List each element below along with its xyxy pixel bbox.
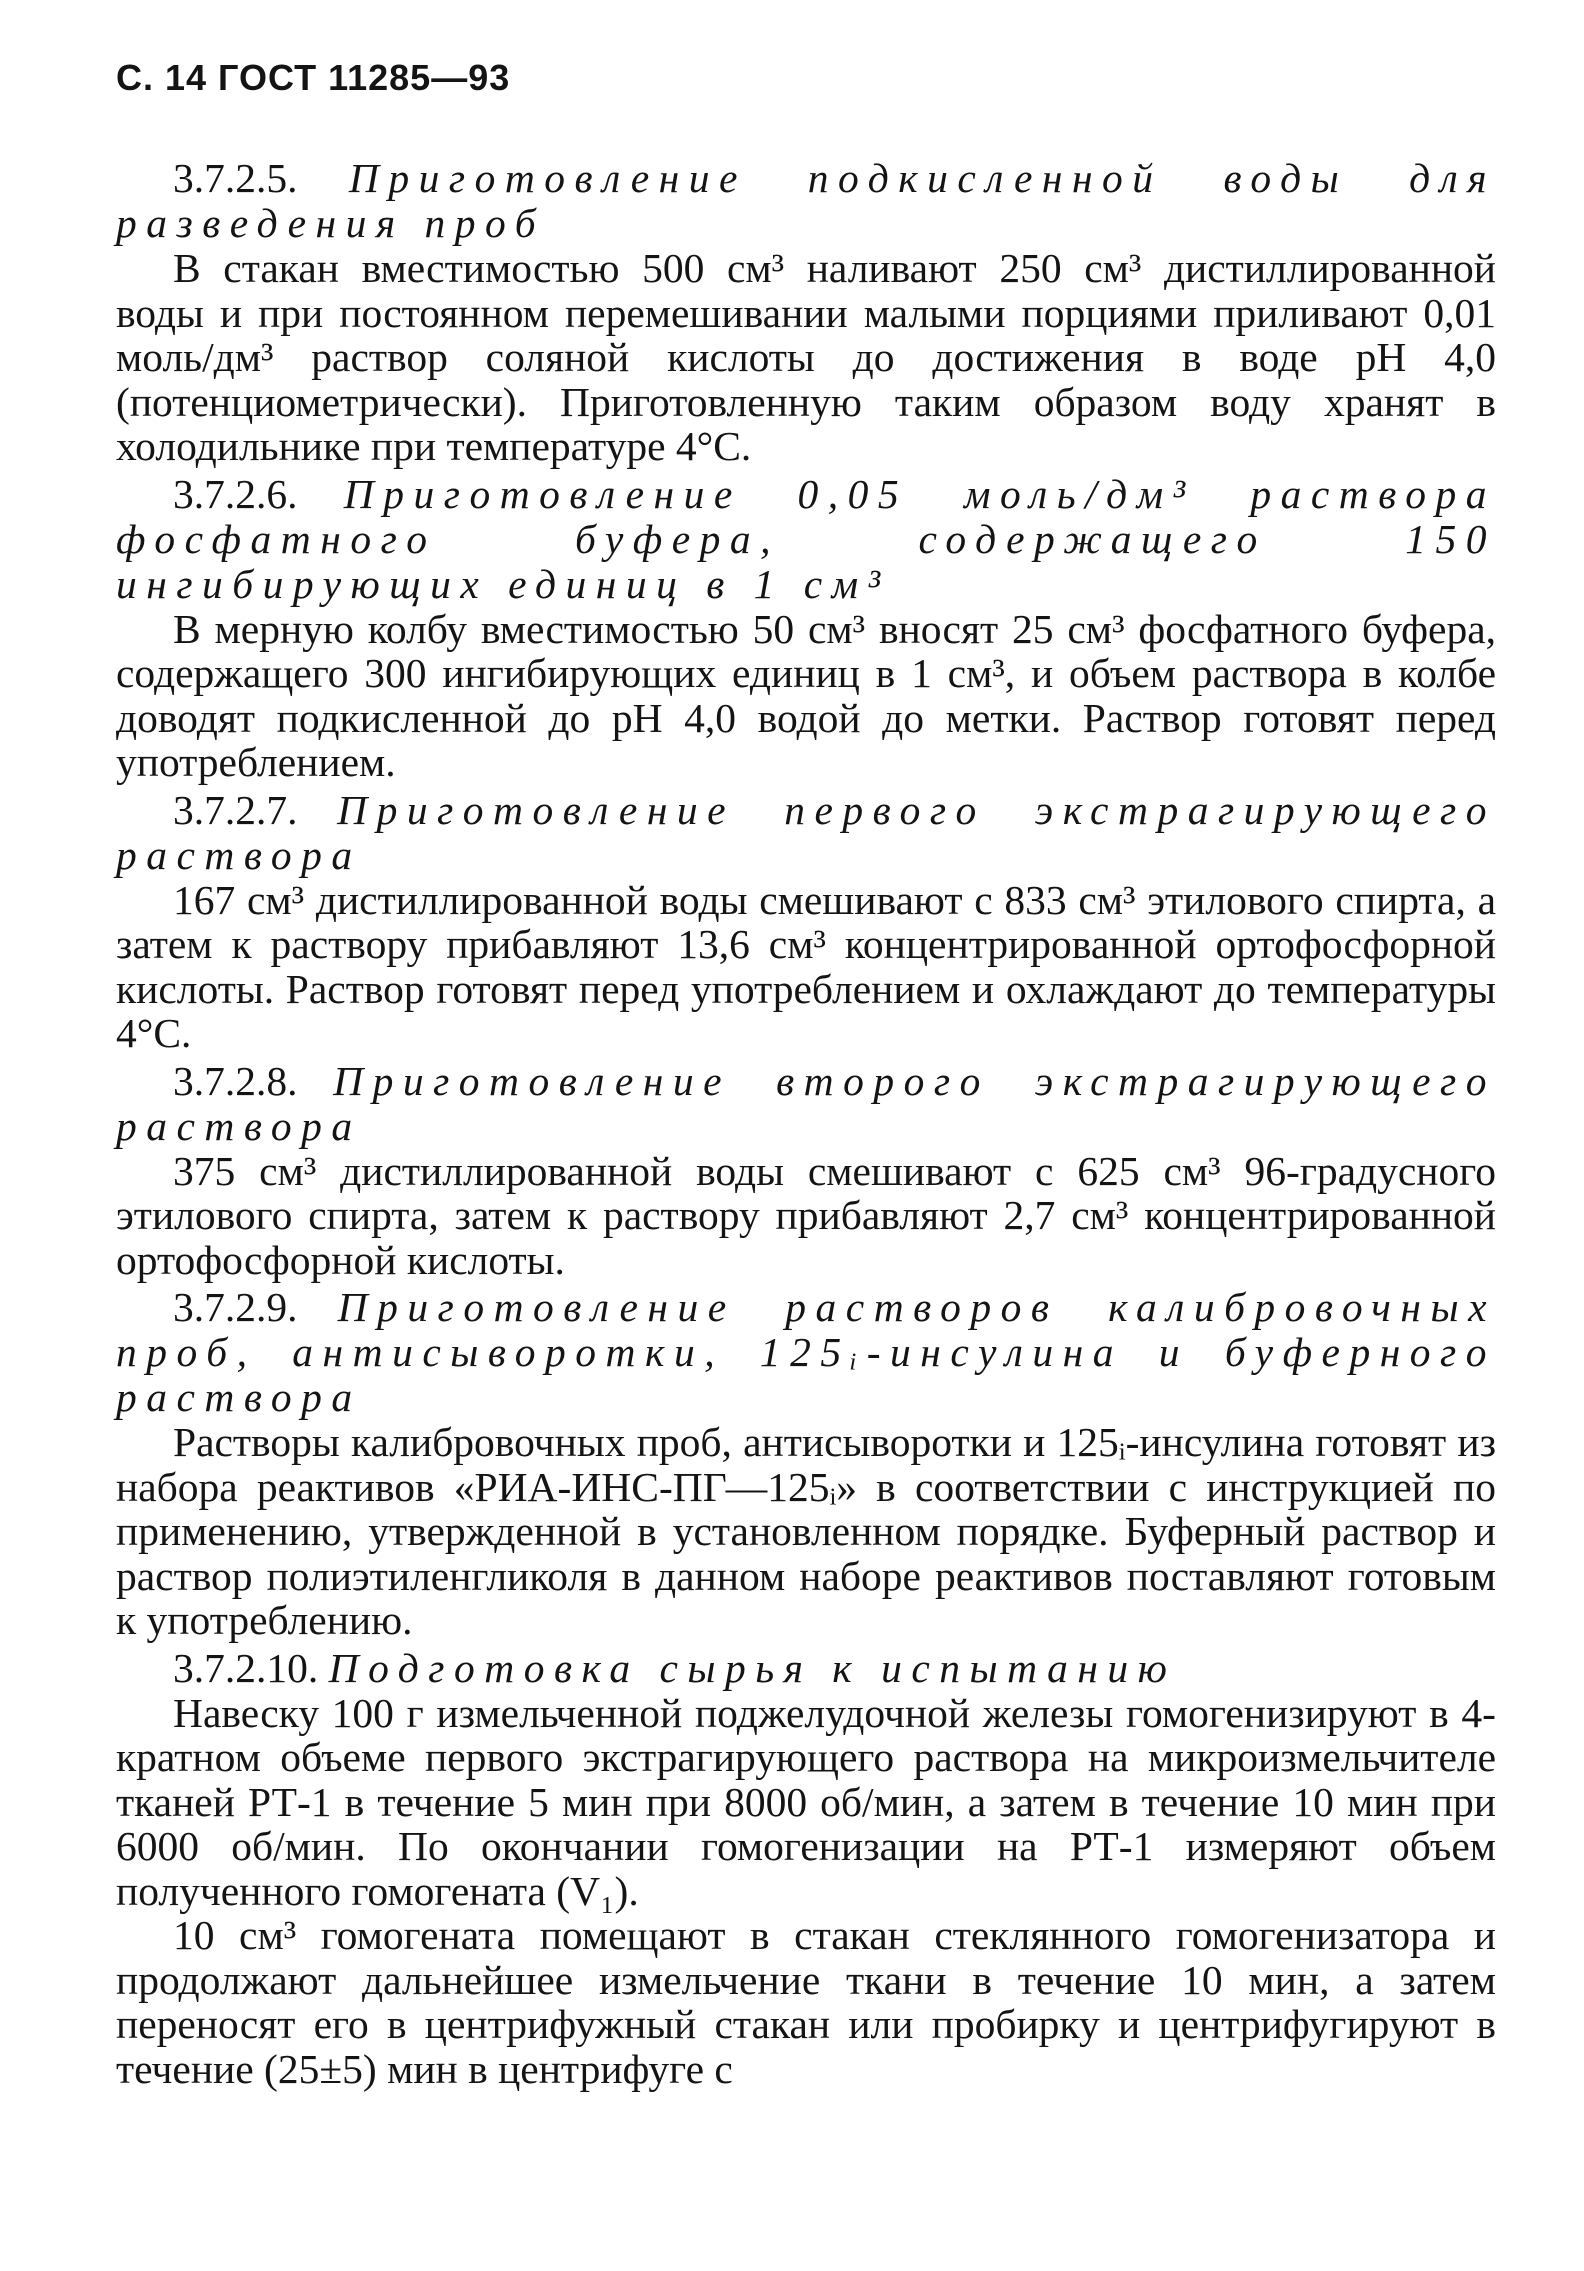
section-heading [116, 1285, 1496, 1420]
section-heading [116, 1059, 1496, 1149]
section-paragraph: 167 см³ дистиллированной воды смешивают с 833 см³ этилового спирта, а затем к раствору прибавляют 13,6 см³ концентрированной ортофосфорной кислоты. Раствор готовят перед употреблением и охлаждают до температуры 4°С. [116, 876, 1496, 1056]
section [116, 156, 1496, 469]
section-title: Приготовление растворов калибровочных проб, антисыворотки, 125ᵢ-инсулина и буферного раствора [116, 1284, 1496, 1420]
section [116, 1059, 1496, 1283]
section-paragraph: В стакан вместимостью 500 см³ наливают 250 см³ дистиллированной воды и при постоянном перемешивании малыми порциями приливают 0,01 моль/дм³ раствор соляной кислоты до достижения в воде pH 4,0 (потенциометрически). Приготовленную таким образом воду хранят в холодильнике при температуре 4°С. [116, 245, 1496, 469]
section-title: Приготовление второго экстрагирующего раствора [116, 1057, 1496, 1149]
section-title: Приготовление 0,05 моль/дм³ раствора фосфатного буфера, содержащего 150 ингибирующих единиц в 1 см³ [116, 470, 1496, 607]
section-number: 3.7.2.5. [173, 155, 349, 201]
section [116, 788, 1496, 1056]
page-header: С. 14 ГОСТ 11285—93 [116, 57, 511, 98]
section-number: 3.7.2.10. [173, 1644, 329, 1691]
section-paragraph: В мерную колбу вместимостью 50 см³ вносят 25 см³ фосфатного буфера, содержащего 300 ингибирующих единиц в 1 см³, и объем раствора в колбе доводят подкисленной до pH 4,0 водой до метки. Раствор готовят перед употреблением. [116, 605, 1496, 785]
section [116, 1285, 1496, 1643]
section-heading [116, 156, 1496, 246]
section-number: 3.7.2.7. [173, 786, 338, 833]
section [116, 472, 1496, 785]
section-paragraph: Растворы калибровочных проб, антисыворотки и 125ᵢ-инсулина готовят из набора реактивов «РИА-ИНС-ПГ—125ᵢ» в соответствии с инструкцией по применению, утвержденной в установленном порядке. Буферный раствор и раствор полиэтиленгликоля в данном наборе реактивов поставляют готовым к употреблению. [116, 1419, 1496, 1643]
section-number: 3.7.2.8. [173, 1057, 334, 1104]
section-title: Подготовка сырья к испытанию [328, 1644, 1177, 1691]
section-title: Приготовление подкисленной воды для разведения проб [116, 155, 1497, 246]
section-paragraph: 375 см³ дистиллированной воды смешивают с 625 см³ 96-градусного этилового спирта, затем к раствору прибавляют 2,7 см³ концентрированной ортофосфорной кислоты. [116, 1147, 1496, 1283]
section-paragraph: Навеску 100 г измельченной поджелудочной железы гомогенизируют в 4-кратном объеме первого экстрагирующего раствора на микроизмельчителе тканей РТ-1 в течение 5 мин при 8000 об/мин, а затем в течение 10 мин при 6000 об/мин. По окончании гомогенизации на РТ-1 измеряют объем полученного гомогената (V₁). [116, 1689, 1496, 1914]
document-page [116, 57, 1497, 2092]
section-paragraph: 10 см³ гомогената помещают в стакан стеклянного гомогенизатора и продолжают дальнейшее измельчение ткани в течение 10 мин, а затем переносят его в центрифужный стакан или пробирку и центрифугируют в течение (25±5) мин в центрифуге с [116, 1912, 1496, 2092]
sections-container [116, 156, 1496, 2091]
section-title: Приготовление первого экстрагирующего раствора [116, 786, 1496, 878]
section-number: 3.7.2.9. [173, 1284, 338, 1330]
section-heading [116, 472, 1496, 607]
section-heading [116, 1646, 1496, 1691]
section-number: 3.7.2.6. [173, 470, 344, 517]
section [116, 1646, 1496, 2092]
section-heading [116, 788, 1496, 878]
